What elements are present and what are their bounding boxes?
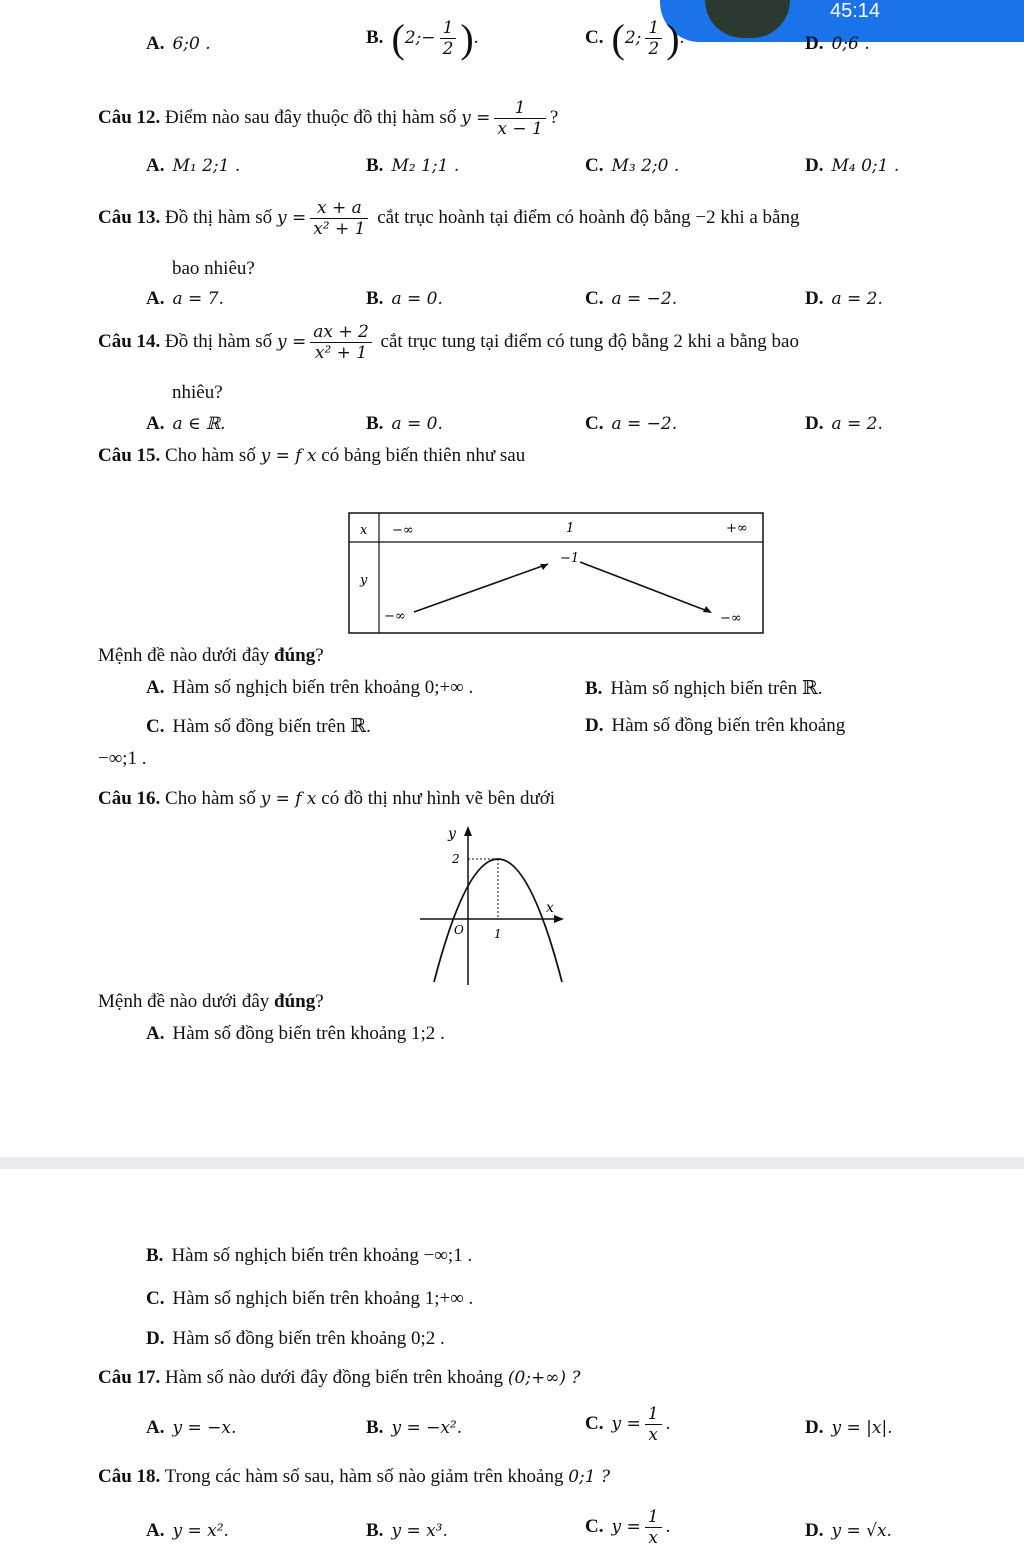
y-axis-label: y [448, 826, 456, 842]
q14-option-a[interactable]: A. a ∈ ℝ. [146, 413, 226, 434]
q14-option-c[interactable]: C. a = −2. [585, 413, 678, 434]
q17-option-d[interactable]: D. y = |x|. [805, 1417, 893, 1438]
q15-option-b[interactable]: B. Hàm số nghịch biến trên ℝ. [585, 678, 823, 699]
q12-option-d[interactable]: D. M₄ 0;1 . [805, 155, 900, 176]
table-y-left: −∞ [384, 609, 406, 624]
x-axis-arrow [554, 915, 564, 923]
x-tick-label: 1 [494, 927, 502, 941]
q16-option-b[interactable]: B. Hàm số nghịch biến trên khoảng −∞;1 . [146, 1245, 473, 1266]
q13-option-a[interactable]: A. a = 7. [146, 288, 224, 309]
q16-stem: Câu 16. Cho hàm số y = f x có đồ thị như hình vẽ bên dưới [98, 788, 556, 809]
function-graph [418, 822, 568, 987]
q14-option-d[interactable]: D. a = 2. [805, 413, 883, 434]
parabola-curve [434, 859, 562, 982]
q17-option-a[interactable]: A. y = −x. [146, 1417, 237, 1438]
q18-option-c[interactable]: C. y = $\frac{1}{x}$ . [585, 1507, 671, 1548]
q17-stem: Câu 17. Hàm số nào dưới đây đồng biến trên khoảng (0;+∞) ? [98, 1367, 581, 1388]
q11-option-d[interactable]: D. 0;6 . [805, 33, 870, 54]
q12-stem: Câu 12. Điểm nào sau đây thuộc đồ thị hàm số y = $\frac{1}{x - 1}$ ? [98, 98, 559, 139]
q14-stem: Câu 14. Đồ thị hàm số y = $\frac{ax + 2}{\text{x² + 1}}$ cắt trục tung tại điểm có tung độ bằng 2 khi a bằng bao [98, 322, 799, 363]
timer-text: 45:14 [830, 0, 881, 22]
q15-option-d-cont: −∞;1 . [98, 748, 147, 769]
origin-label: O [454, 923, 464, 937]
decreasing-arrowhead [703, 606, 712, 613]
increasing-arrow [414, 564, 548, 612]
q16-option-c[interactable]: C. Hàm số nghịch biến trên khoảng 1;+∞ . [146, 1288, 474, 1309]
q14-stem-cont: nhiêu? [172, 382, 223, 403]
q18-option-b[interactable]: B. y = x³. [366, 1520, 448, 1541]
q13-option-b[interactable]: B. a = 0. [366, 288, 443, 309]
q15-option-d[interactable]: D. Hàm số đồng biến trên khoảng [585, 715, 846, 736]
q12-option-c[interactable]: C. M₃ 2;0 . [585, 155, 680, 176]
table-x-pos-inf: +∞ [726, 521, 748, 536]
q15-option-c[interactable]: C. Hàm số đồng biến trên ℝ. [146, 716, 371, 737]
q13-option-c[interactable]: C. a = −2. [585, 288, 678, 309]
q15-stem: Câu 15. Cho hàm số y = f x có bảng biến thiên như sau [98, 445, 526, 466]
q18-option-d[interactable]: D. y = √x. [805, 1520, 892, 1541]
x-axis-label: x [546, 900, 554, 916]
q15-prompt: Mệnh đề nào dưới đây đúng? [98, 645, 324, 666]
q11-option-c[interactable]: C. (2; $\frac{1}{2}$ ). [585, 15, 685, 61]
q17-option-c[interactable]: C. y = $\frac{1}{x}$ . [585, 1404, 671, 1445]
q18-stem: Câu 18. Trong các hàm số sau, hàm số nào giảm trên khoảng 0;1 ? [98, 1466, 611, 1487]
page-gap [0, 1157, 1024, 1169]
q12-option-a[interactable]: A. M₁ 2;1 . [146, 155, 241, 176]
q15-option-a[interactable]: A. Hàm số nghịch biến trên khoảng 0;+∞ . [146, 677, 474, 698]
table-x-one: 1 [566, 521, 575, 536]
table-x-label: x [360, 523, 368, 538]
q11-option-b[interactable]: B. (2;− $\frac{1}{2}$ ). [366, 15, 479, 61]
q16-prompt: Mệnh đề nào dưới đây đúng? [98, 991, 324, 1012]
y-tick-label: 2 [452, 852, 460, 866]
table-x-neg-inf: −∞ [392, 523, 414, 538]
q16-option-d[interactable]: D. Hàm số đồng biến trên khoảng 0;2 . [146, 1328, 445, 1349]
q13-stem: Câu 13. Đồ thị hàm số y = $\frac{x + a}{\text{x² + 1}}$ cắt trục hoành tại điểm có hoành độ bằng −2 khi a bằng [98, 198, 800, 239]
q11-option-a[interactable]: A. 6;0 . [146, 33, 211, 54]
q13-option-d[interactable]: D. a = 2. [805, 288, 883, 309]
y-axis-arrow [464, 826, 472, 836]
q18-option-a[interactable]: A. y = x². [146, 1520, 229, 1541]
table-y-label: y [360, 573, 368, 588]
table-y-max: −1 [560, 551, 580, 566]
q13-stem-cont: bao nhiêu? [172, 258, 255, 279]
q12-option-b[interactable]: B. M₂ 1;1 . [366, 155, 460, 176]
decreasing-arrow [580, 562, 710, 612]
variation-table [348, 512, 766, 636]
q16-option-a[interactable]: A. Hàm số đồng biến trên khoảng 1;2 . [146, 1023, 445, 1044]
table-y-right: −∞ [720, 611, 742, 626]
q14-option-b[interactable]: B. a = 0. [366, 413, 443, 434]
q17-option-b[interactable]: B. y = −x². [366, 1417, 463, 1438]
